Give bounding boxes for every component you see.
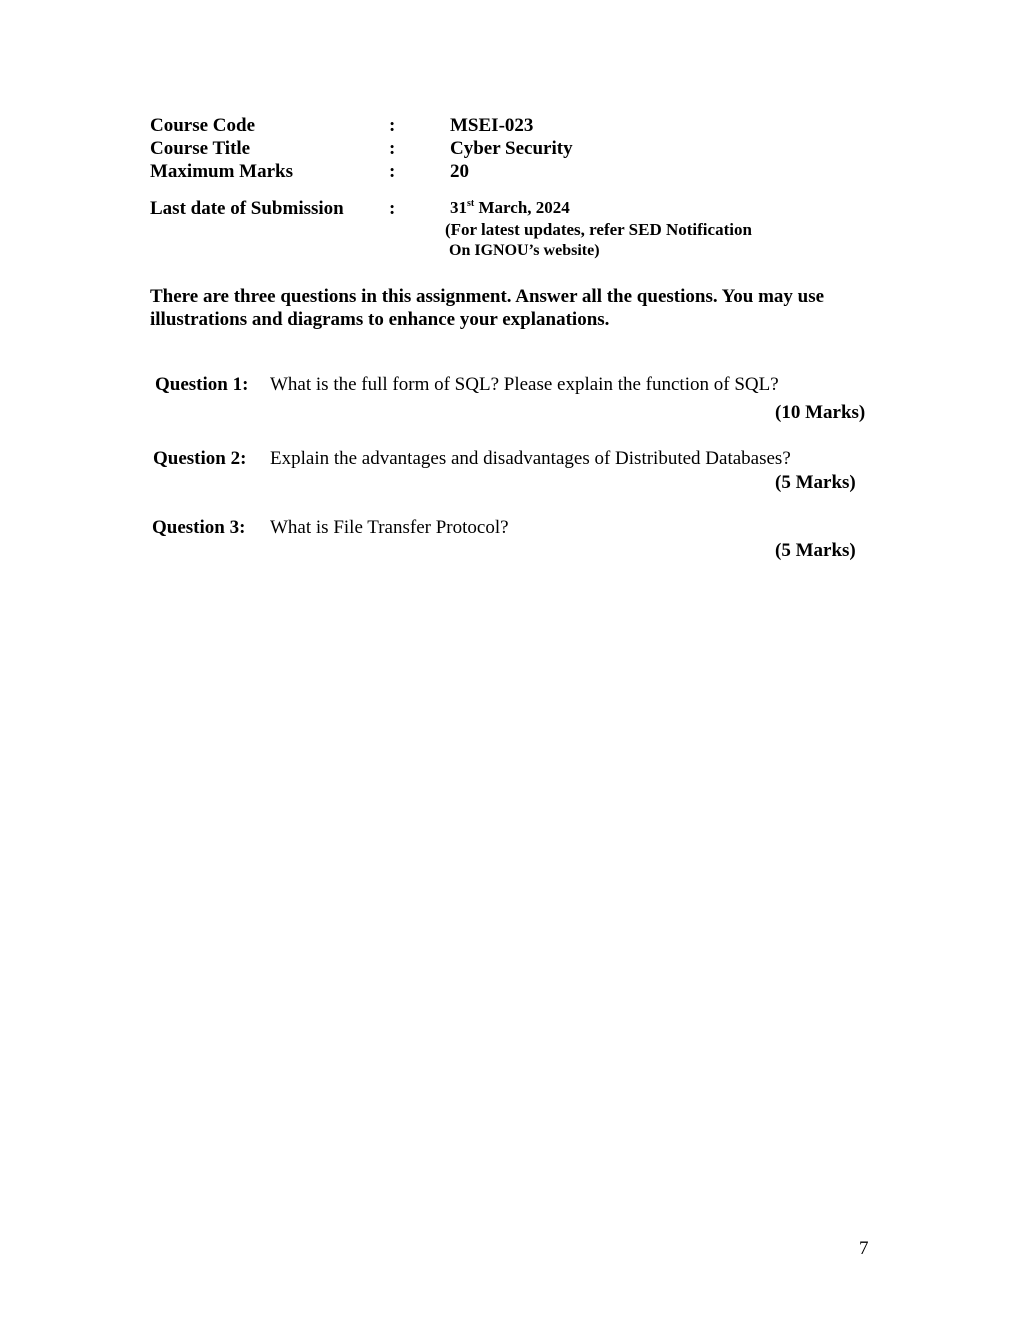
- question-2-label: Question 2:: [153, 448, 247, 469]
- question-3-label: Question 3:: [152, 517, 246, 538]
- submission-date-label: Last date of Submission: [150, 198, 344, 219]
- question-3-marks: (5 Marks): [775, 540, 856, 561]
- maximum-marks-value: 20: [450, 161, 469, 182]
- submission-day: 31: [450, 198, 467, 217]
- course-title-separator: :: [389, 138, 396, 159]
- submission-note-line1: (For latest updates, refer SED Notification: [445, 220, 752, 239]
- submission-date-separator: :: [389, 198, 396, 219]
- submission-day-suffix: st: [467, 198, 475, 209]
- course-title-label: Course Title: [150, 138, 251, 159]
- course-code-value: MSEI-023: [450, 115, 534, 136]
- submission-date-value: [450, 198, 570, 218]
- question-1-label: Question 1:: [155, 374, 249, 395]
- assignment-instructions: There are three questions in this assignment. Answer all the questions. You may use illustrations and diagrams to enhance your explanations.: [150, 286, 825, 330]
- course-title-value: Cyber Security: [450, 138, 573, 159]
- question-1-text: What is the full form of SQL? Please explain the function of SQL?: [270, 374, 779, 395]
- course-code-separator: :: [389, 115, 396, 136]
- question-2-text: Explain the advantages and disadvantages of Distributed Databases?: [270, 448, 791, 469]
- course-code-label: Course Code: [150, 115, 256, 136]
- question-2-marks: (5 Marks): [775, 472, 856, 493]
- submission-month-year: March, 2024: [474, 198, 570, 217]
- question-3-text: What is File Transfer Protocol?: [270, 517, 509, 538]
- page-number: 7: [859, 1238, 869, 1259]
- question-1-marks: (10 Marks): [775, 402, 866, 423]
- maximum-marks-separator: :: [389, 161, 396, 182]
- submission-note-line2: On IGNOU’s website): [449, 242, 600, 259]
- maximum-marks-label: Maximum Marks: [150, 161, 294, 182]
